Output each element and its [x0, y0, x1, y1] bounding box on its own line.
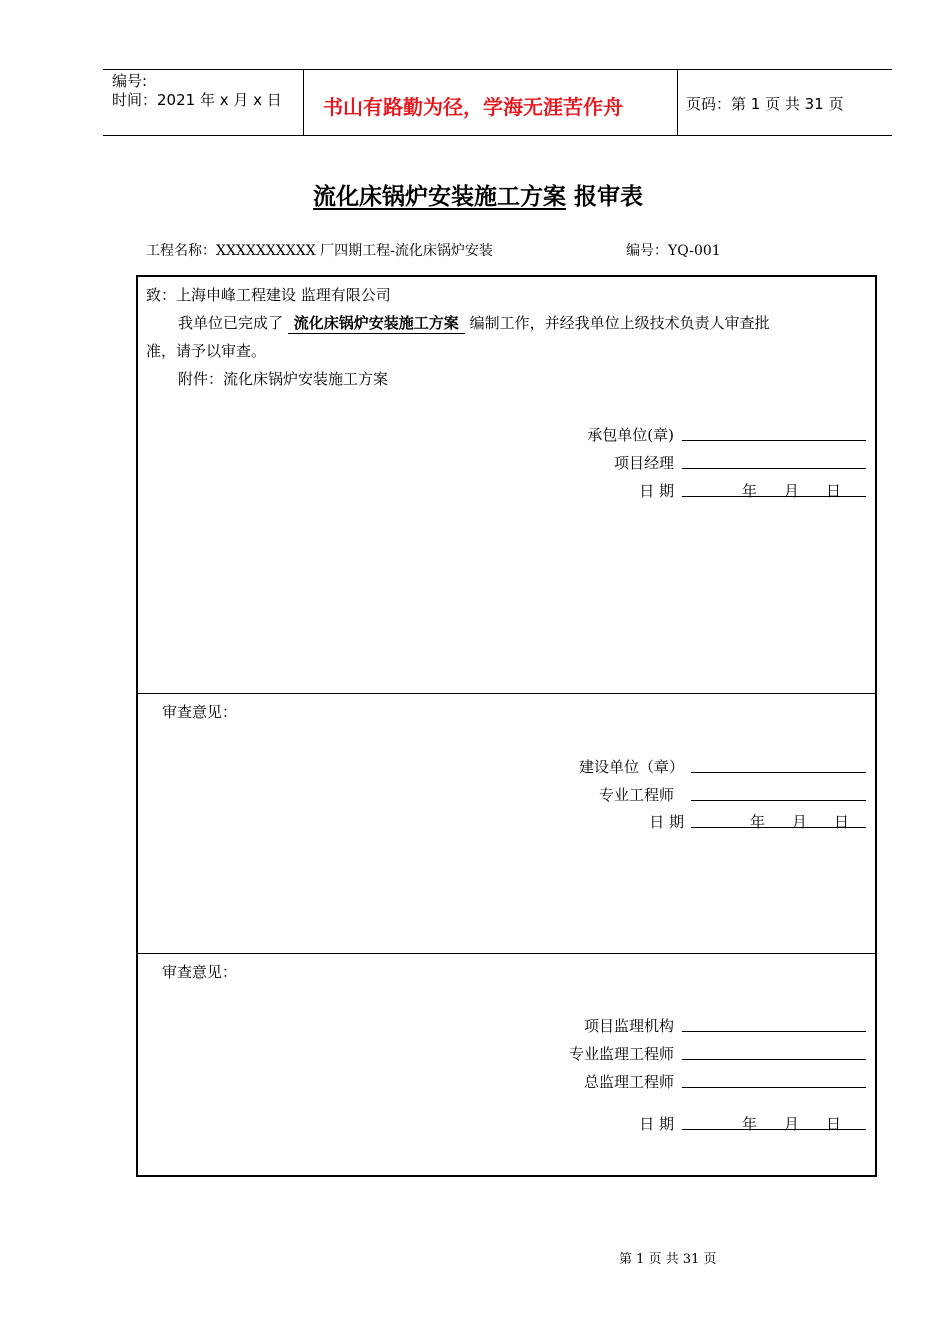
attachment-note: 附件：流化床锅炉安装施工方案 — [178, 370, 389, 388]
review-opinion-2: 审查意见： — [162, 963, 238, 981]
date-month-2: 月 — [792, 813, 808, 831]
owner-seal-label: 建设单位（章） — [578, 758, 684, 776]
owner-seal-line — [691, 772, 866, 773]
contractor-seal-line — [682, 440, 866, 441]
statement-line-2: 准，请予以审查。 — [146, 342, 267, 360]
statement-line-1 — [178, 312, 770, 334]
date-label-1: 日 期 — [639, 482, 674, 500]
date-month-3: 月 — [784, 1115, 800, 1133]
date-year-1: 年 — [742, 482, 758, 500]
specialty-supervisor-line — [682, 1059, 866, 1060]
project-manager-label: 项目经理 — [613, 454, 674, 472]
page-footer: 第 1 页 共 31 页 — [619, 1252, 717, 1267]
chief-supervisor-label: 总监理工程师 — [583, 1073, 674, 1091]
title-suffix: 报审表 — [574, 184, 644, 210]
chief-supervisor-line — [682, 1087, 866, 1088]
review-form — [136, 275, 877, 1177]
addressee: 致：上海申峰工程建设 监理有限公司 — [146, 286, 391, 304]
date-day-3: 日 — [826, 1115, 842, 1133]
form-number: 编号：YQ-001 — [626, 243, 721, 259]
project-name: 工程名称：XXXXXXXXXX 厂四期工程-流化床锅炉安装 — [146, 243, 493, 259]
title-main: 流化床锅炉安装施工方案 — [313, 184, 566, 210]
header-motto: 书山有路勤为径，学海无涯苦作舟 — [323, 95, 623, 119]
header-page-label: 页码：第 1 页 共 31 页 — [686, 95, 844, 113]
header-divider-left — [303, 69, 304, 136]
date-label-2: 日 期 — [649, 813, 684, 831]
date-day-1: 日 — [826, 482, 842, 500]
page-title — [313, 178, 643, 211]
statement-suffix: 编制工作，并经我单位上级技术负责人审查批 — [469, 314, 770, 332]
plan-name-field: 流化床锅炉安装施工方案 — [288, 312, 465, 334]
specialty-engineer-line — [691, 800, 866, 801]
header-divider-right — [677, 69, 678, 136]
section-divider-1 — [138, 693, 875, 694]
date-year-3: 年 — [742, 1115, 758, 1133]
doc-time-label: 时间：2021 年 x 月 x 日 — [112, 91, 282, 109]
supervision-org-line — [682, 1031, 866, 1032]
supervision-org-label: 项目监理机构 — [583, 1017, 674, 1035]
specialty-engineer-label: 专业工程师 — [598, 786, 674, 804]
section-divider-2 — [138, 953, 875, 954]
header-bottom-rule — [103, 135, 892, 136]
review-opinion-1: 审查意见： — [162, 703, 238, 721]
header-top-rule — [103, 69, 892, 70]
contractor-seal-label: 承包单位(章) — [587, 426, 674, 444]
doc-number-label: 编号: — [112, 72, 148, 90]
statement-prefix: 我单位已完成了 — [178, 314, 284, 332]
date-day-2: 日 — [834, 813, 850, 831]
date-month-1: 月 — [784, 482, 800, 500]
date-label-3: 日 期 — [639, 1115, 674, 1133]
date-year-2: 年 — [750, 813, 766, 831]
project-manager-line — [682, 468, 866, 469]
specialty-supervisor-label: 专业监理工程师 — [568, 1045, 674, 1063]
